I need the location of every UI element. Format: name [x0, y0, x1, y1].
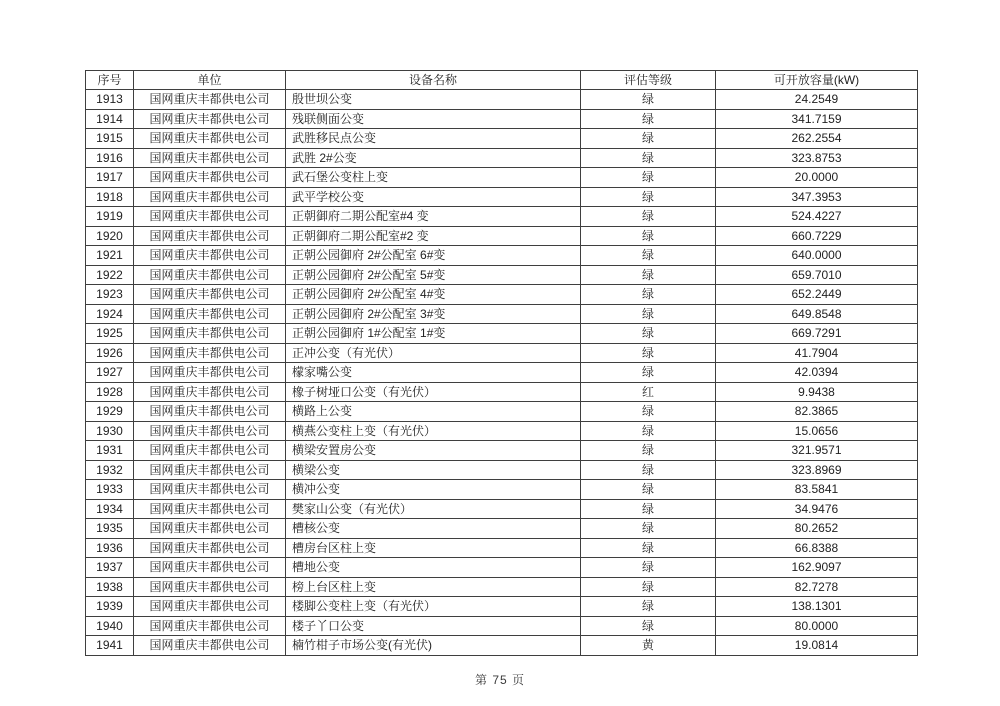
serial-cell: 1917: [86, 168, 134, 188]
table-row: [86, 285, 918, 305]
unit-cell: 国网重庆丰都供电公司: [134, 577, 286, 597]
capacity-cell: 82.7278: [716, 577, 918, 597]
capacity-cell: 669.7291: [716, 324, 918, 344]
table-row: [86, 460, 918, 480]
serial-cell: 1929: [86, 402, 134, 422]
device-name-cell: 正朝公园御府 1#公配室 1#变: [286, 324, 581, 344]
capacity-cell: 80.2652: [716, 519, 918, 539]
unit-cell: 国网重庆丰都供电公司: [134, 382, 286, 402]
unit-cell: 国网重庆丰都供电公司: [134, 538, 286, 558]
grade-cell: 绿: [581, 519, 716, 539]
device-name-cell: 横路上公变: [286, 402, 581, 422]
serial-cell: 1931: [86, 441, 134, 461]
header-grade: 评估等级: [581, 71, 716, 90]
device-name-cell: 残联侧面公变: [286, 109, 581, 129]
unit-cell: 国网重庆丰都供电公司: [134, 460, 286, 480]
table-row: [86, 304, 918, 324]
unit-cell: 国网重庆丰都供电公司: [134, 226, 286, 246]
unit-cell: 国网重庆丰都供电公司: [134, 636, 286, 656]
serial-cell: 1925: [86, 324, 134, 344]
grade-cell: 红: [581, 382, 716, 402]
unit-cell: 国网重庆丰都供电公司: [134, 285, 286, 305]
unit-cell: 国网重庆丰都供电公司: [134, 148, 286, 168]
table-row: [86, 187, 918, 207]
table-row: [86, 499, 918, 519]
serial-cell: 1922: [86, 265, 134, 285]
table-header-row: [86, 71, 918, 90]
grade-cell: 绿: [581, 441, 716, 461]
unit-cell: 国网重庆丰都供电公司: [134, 246, 286, 266]
grade-cell: 绿: [581, 343, 716, 363]
table-row: [86, 441, 918, 461]
unit-cell: 国网重庆丰都供电公司: [134, 168, 286, 188]
capacity-cell: 80.0000: [716, 616, 918, 636]
device-name-cell: 橡子树垭口公变（有光伏）: [286, 382, 581, 402]
table-row: [86, 382, 918, 402]
table-row: [86, 265, 918, 285]
serial-cell: 1916: [86, 148, 134, 168]
grade-cell: 绿: [581, 402, 716, 422]
grade-cell: 绿: [581, 207, 716, 227]
capacity-cell: 19.0814: [716, 636, 918, 656]
table-row: [86, 480, 918, 500]
device-name-cell: 武平学校公变: [286, 187, 581, 207]
device-name-cell: 槽地公变: [286, 558, 581, 578]
capacity-cell: 262.2554: [716, 129, 918, 149]
serial-cell: 1920: [86, 226, 134, 246]
capacity-cell: 138.1301: [716, 597, 918, 617]
capacity-cell: 34.9476: [716, 499, 918, 519]
grade-cell: 绿: [581, 558, 716, 578]
device-name-cell: 楼子丫口公变: [286, 616, 581, 636]
table-row: [86, 538, 918, 558]
capacity-cell: 341.7159: [716, 109, 918, 129]
serial-cell: 1919: [86, 207, 134, 227]
serial-cell: 1924: [86, 304, 134, 324]
device-name-cell: 正朝公园御府 2#公配室 6#变: [286, 246, 581, 266]
unit-cell: 国网重庆丰都供电公司: [134, 402, 286, 422]
unit-cell: 国网重庆丰都供电公司: [134, 421, 286, 441]
table-row: [86, 597, 918, 617]
serial-cell: 1939: [86, 597, 134, 617]
unit-cell: 国网重庆丰都供电公司: [134, 499, 286, 519]
table-row: [86, 636, 918, 656]
unit-cell: 国网重庆丰都供电公司: [134, 324, 286, 344]
grade-cell: 绿: [581, 363, 716, 383]
capacity-cell: 321.9571: [716, 441, 918, 461]
unit-cell: 国网重庆丰都供电公司: [134, 304, 286, 324]
table-row: [86, 402, 918, 422]
device-name-cell: 正朝御府二期公配室#4 变: [286, 207, 581, 227]
grade-cell: 绿: [581, 109, 716, 129]
grade-cell: 绿: [581, 538, 716, 558]
serial-cell: 1937: [86, 558, 134, 578]
table-row: [86, 207, 918, 227]
capacity-cell: 659.7010: [716, 265, 918, 285]
capacity-cell: 640.0000: [716, 246, 918, 266]
unit-cell: 国网重庆丰都供电公司: [134, 109, 286, 129]
table-row: [86, 226, 918, 246]
serial-cell: 1913: [86, 90, 134, 110]
table-body: [86, 90, 918, 656]
header-capacity: 可开放容量(kW): [716, 71, 918, 90]
capacity-cell: 323.8753: [716, 148, 918, 168]
serial-cell: 1921: [86, 246, 134, 266]
serial-cell: 1940: [86, 616, 134, 636]
device-name-cell: 樊家山公变（有光伏）: [286, 499, 581, 519]
device-name-cell: 武胜移民点公变: [286, 129, 581, 149]
table-row: [86, 148, 918, 168]
header-device-name: 设备名称: [286, 71, 581, 90]
capacity-cell: 524.4227: [716, 207, 918, 227]
capacity-cell: 24.2549: [716, 90, 918, 110]
capacity-cell: 41.7904: [716, 343, 918, 363]
unit-cell: 国网重庆丰都供电公司: [134, 265, 286, 285]
device-name-cell: 横冲公变: [286, 480, 581, 500]
device-name-cell: 檬家嘴公变: [286, 363, 581, 383]
unit-cell: 国网重庆丰都供电公司: [134, 207, 286, 227]
unit-cell: 国网重庆丰都供电公司: [134, 187, 286, 207]
table-row: [86, 558, 918, 578]
capacity-cell: 82.3865: [716, 402, 918, 422]
serial-cell: 1918: [86, 187, 134, 207]
capacity-cell: 652.2449: [716, 285, 918, 305]
table-row: [86, 109, 918, 129]
serial-cell: 1941: [86, 636, 134, 656]
serial-cell: 1936: [86, 538, 134, 558]
unit-cell: 国网重庆丰都供电公司: [134, 343, 286, 363]
capacity-cell: 20.0000: [716, 168, 918, 188]
unit-cell: 国网重庆丰都供电公司: [134, 597, 286, 617]
unit-cell: 国网重庆丰都供电公司: [134, 441, 286, 461]
grade-cell: 绿: [581, 460, 716, 480]
grade-cell: 绿: [581, 421, 716, 441]
grade-cell: 绿: [581, 304, 716, 324]
device-name-cell: 正朝公园御府 2#公配室 4#变: [286, 285, 581, 305]
capacity-cell: 347.3953: [716, 187, 918, 207]
serial-cell: 1933: [86, 480, 134, 500]
serial-cell: 1914: [86, 109, 134, 129]
table-row: [86, 343, 918, 363]
table-row: [86, 324, 918, 344]
table-row: [86, 577, 918, 597]
capacity-cell: 83.5841: [716, 480, 918, 500]
table-row: [86, 129, 918, 149]
serial-cell: 1934: [86, 499, 134, 519]
device-name-cell: 楼脚公变柱上变（有光伏）: [286, 597, 581, 617]
capacity-cell: 323.8969: [716, 460, 918, 480]
device-name-cell: 正朝公园御府 2#公配室 5#变: [286, 265, 581, 285]
device-name-cell: 横梁公变: [286, 460, 581, 480]
grade-cell: 绿: [581, 265, 716, 285]
grade-cell: 绿: [581, 246, 716, 266]
device-name-cell: 槽房台区柱上变: [286, 538, 581, 558]
capacity-cell: 660.7229: [716, 226, 918, 246]
device-name-cell: 正朝公园御府 2#公配室 3#变: [286, 304, 581, 324]
table-row: [86, 519, 918, 539]
table-row: [86, 90, 918, 110]
capacity-cell: 9.9438: [716, 382, 918, 402]
table-row: [86, 246, 918, 266]
serial-cell: 1923: [86, 285, 134, 305]
table-row: [86, 168, 918, 188]
device-name-cell: 楠竹柑子市场公变(有光伏): [286, 636, 581, 656]
serial-cell: 1932: [86, 460, 134, 480]
device-name-cell: 武石堡公变柱上变: [286, 168, 581, 188]
device-name-cell: 殷世坝公变: [286, 90, 581, 110]
grade-cell: 绿: [581, 597, 716, 617]
device-name-cell: 榜上台区柱上变: [286, 577, 581, 597]
serial-cell: 1927: [86, 363, 134, 383]
grade-cell: 绿: [581, 285, 716, 305]
grade-cell: 绿: [581, 187, 716, 207]
header-serial: 序号: [86, 71, 134, 90]
grade-cell: 绿: [581, 148, 716, 168]
grade-cell: 绿: [581, 616, 716, 636]
device-name-cell: 横燕公变柱上变（有光伏）: [286, 421, 581, 441]
grade-cell: 绿: [581, 577, 716, 597]
unit-cell: 国网重庆丰都供电公司: [134, 558, 286, 578]
device-name-cell: 正冲公变（有光伏）: [286, 343, 581, 363]
capacity-cell: 66.8388: [716, 538, 918, 558]
device-name-cell: 槽核公变: [286, 519, 581, 539]
device-name-cell: 横梁安置房公变: [286, 441, 581, 461]
table-row: [86, 363, 918, 383]
capacity-cell: 15.0656: [716, 421, 918, 441]
serial-cell: 1930: [86, 421, 134, 441]
grade-cell: 绿: [581, 90, 716, 110]
grade-cell: 绿: [581, 480, 716, 500]
device-name-cell: 正朝御府二期公配室#2 变: [286, 226, 581, 246]
device-name-cell: 武胜 2#公变: [286, 148, 581, 168]
capacity-cell: 42.0394: [716, 363, 918, 383]
serial-cell: 1926: [86, 343, 134, 363]
table-row: [86, 616, 918, 636]
unit-cell: 国网重庆丰都供电公司: [134, 480, 286, 500]
page-number: 第 75 页: [474, 673, 526, 687]
serial-cell: 1935: [86, 519, 134, 539]
capacity-cell: 649.8548: [716, 304, 918, 324]
serial-cell: 1928: [86, 382, 134, 402]
capacity-cell: 162.9097: [716, 558, 918, 578]
grade-cell: 绿: [581, 499, 716, 519]
capacity-table: [85, 70, 918, 656]
unit-cell: 国网重庆丰都供电公司: [134, 363, 286, 383]
header-unit: 单位: [134, 71, 286, 90]
serial-cell: 1938: [86, 577, 134, 597]
grade-cell: 绿: [581, 324, 716, 344]
unit-cell: 国网重庆丰都供电公司: [134, 519, 286, 539]
serial-cell: 1915: [86, 129, 134, 149]
unit-cell: 国网重庆丰都供电公司: [134, 90, 286, 110]
unit-cell: 国网重庆丰都供电公司: [134, 129, 286, 149]
grade-cell: 绿: [581, 168, 716, 188]
grade-cell: 绿: [581, 129, 716, 149]
unit-cell: 国网重庆丰都供电公司: [134, 616, 286, 636]
grade-cell: 绿: [581, 226, 716, 246]
table-row: [86, 421, 918, 441]
grade-cell: 黄: [581, 636, 716, 656]
